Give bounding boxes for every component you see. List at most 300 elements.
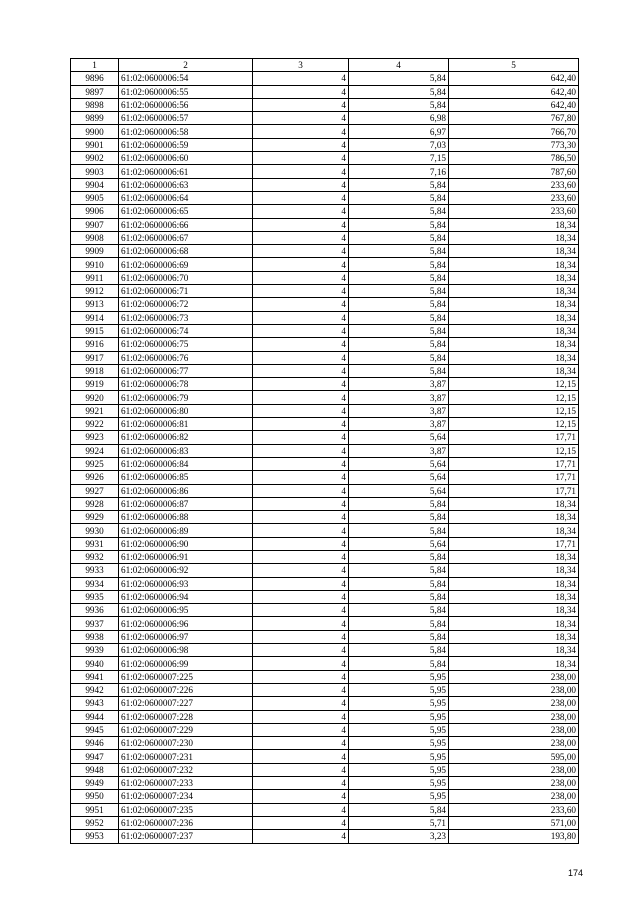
table-row: [71, 98, 579, 111]
column-header: 3: [253, 59, 349, 72]
row-index-cell: 9946: [71, 737, 119, 750]
table-row: [71, 431, 579, 444]
code-cell: 4: [253, 710, 349, 723]
table-row: [71, 524, 579, 537]
row-index-cell: 9897: [71, 85, 119, 98]
row-index-cell: 9948: [71, 763, 119, 776]
row-index-cell: 9926: [71, 471, 119, 484]
code-cell: 4: [253, 324, 349, 337]
cadastral-number-cell: 61:02:0600006:92: [119, 564, 253, 577]
row-index-cell: 9909: [71, 245, 119, 258]
row-index-cell: 9903: [71, 165, 119, 178]
table-row: [71, 444, 579, 457]
row-index-cell: 9910: [71, 258, 119, 271]
table-row: [71, 125, 579, 138]
rate-cell: 5,84: [349, 218, 449, 231]
table-row: [71, 497, 579, 510]
row-index-cell: 9930: [71, 524, 119, 537]
rate-cell: 5,95: [349, 777, 449, 790]
code-cell: 4: [253, 723, 349, 736]
table-row: [71, 285, 579, 298]
code-cell: 4: [253, 191, 349, 204]
cadastral-number-cell: 61:02:0600006:77: [119, 364, 253, 377]
rate-cell: 5,95: [349, 697, 449, 710]
amount-cell: 17,71: [449, 457, 579, 470]
table-row: [71, 404, 579, 417]
amount-cell: 18,34: [449, 298, 579, 311]
row-index-cell: 9912: [71, 285, 119, 298]
row-index-cell: 9905: [71, 191, 119, 204]
amount-cell: 238,00: [449, 683, 579, 696]
code-cell: 4: [253, 683, 349, 696]
table-row: [71, 138, 579, 151]
code-cell: 4: [253, 125, 349, 138]
table-row: [71, 311, 579, 324]
amount-cell: 18,34: [449, 271, 579, 284]
amount-cell: 238,00: [449, 723, 579, 736]
cadastral-number-cell: 61:02:0600007:236: [119, 816, 253, 829]
code-cell: 4: [253, 657, 349, 670]
table-row: [71, 670, 579, 683]
code-cell: 4: [253, 803, 349, 816]
cadastral-number-cell: 61:02:0600006:54: [119, 72, 253, 85]
amount-cell: 17,71: [449, 471, 579, 484]
rate-cell: 6,98: [349, 112, 449, 125]
code-cell: 4: [253, 418, 349, 431]
cadastral-number-cell: 61:02:0600006:80: [119, 404, 253, 417]
cadastral-number-cell: 61:02:0600007:226: [119, 683, 253, 696]
amount-cell: 12,15: [449, 378, 579, 391]
row-index-cell: 9896: [71, 72, 119, 85]
amount-cell: 766,70: [449, 125, 579, 138]
rate-cell: 5,84: [349, 178, 449, 191]
code-cell: 4: [253, 617, 349, 630]
amount-cell: 238,00: [449, 737, 579, 750]
table-body: [71, 59, 579, 844]
cadastral-number-cell: 61:02:0600006:85: [119, 471, 253, 484]
code-cell: 4: [253, 112, 349, 125]
code-cell: 4: [253, 524, 349, 537]
amount-cell: 18,34: [449, 524, 579, 537]
amount-cell: 18,34: [449, 577, 579, 590]
rate-cell: 5,84: [349, 285, 449, 298]
table-row: [71, 590, 579, 603]
row-index-cell: 9933: [71, 564, 119, 577]
cadastral-number-cell: 61:02:0600007:227: [119, 697, 253, 710]
rate-cell: 5,84: [349, 364, 449, 377]
cadastral-number-cell: 61:02:0600006:64: [119, 191, 253, 204]
table-row: [71, 298, 579, 311]
amount-cell: 238,00: [449, 670, 579, 683]
column-header: 1: [71, 59, 119, 72]
table-row: [71, 683, 579, 696]
cadastral-number-cell: 61:02:0600006:86: [119, 484, 253, 497]
code-cell: 4: [253, 457, 349, 470]
code-cell: 4: [253, 258, 349, 271]
table-row: [71, 457, 579, 470]
code-cell: 4: [253, 444, 349, 457]
rate-cell: 5,84: [349, 245, 449, 258]
table-row: [71, 324, 579, 337]
code-cell: 4: [253, 497, 349, 510]
code-cell: 4: [253, 271, 349, 284]
table-row: [71, 191, 579, 204]
amount-cell: 17,71: [449, 431, 579, 444]
rate-cell: 5,95: [349, 683, 449, 696]
rate-cell: 5,84: [349, 338, 449, 351]
amount-cell: 193,80: [449, 830, 579, 843]
table-row: [71, 351, 579, 364]
row-index-cell: 9941: [71, 670, 119, 683]
column-header: 2: [119, 59, 253, 72]
cadastral-number-cell: 61:02:0600007:228: [119, 710, 253, 723]
code-cell: 4: [253, 218, 349, 231]
amount-cell: 18,34: [449, 311, 579, 324]
amount-cell: 238,00: [449, 697, 579, 710]
rate-cell: 5,64: [349, 471, 449, 484]
code-cell: 4: [253, 311, 349, 324]
code-cell: 4: [253, 630, 349, 643]
amount-cell: 18,34: [449, 564, 579, 577]
table-row: [71, 258, 579, 271]
table-row: [71, 378, 579, 391]
cadastral-number-cell: 61:02:0600006:90: [119, 537, 253, 550]
row-index-cell: 9916: [71, 338, 119, 351]
amount-cell: 12,15: [449, 418, 579, 431]
table-row: [71, 484, 579, 497]
rate-cell: 5,84: [349, 577, 449, 590]
row-index-cell: 9932: [71, 550, 119, 563]
amount-cell: 595,00: [449, 750, 579, 763]
code-cell: 4: [253, 378, 349, 391]
rate-cell: 5,84: [349, 298, 449, 311]
row-index-cell: 9918: [71, 364, 119, 377]
table-row: [71, 790, 579, 803]
amount-cell: 18,34: [449, 511, 579, 524]
row-index-cell: 9929: [71, 511, 119, 524]
table-row: [71, 537, 579, 550]
rate-cell: 5,95: [349, 790, 449, 803]
cadastral-number-cell: 61:02:0600006:84: [119, 457, 253, 470]
code-cell: 4: [253, 777, 349, 790]
row-index-cell: 9950: [71, 790, 119, 803]
rate-cell: 5,84: [349, 657, 449, 670]
code-cell: 4: [253, 670, 349, 683]
amount-cell: 18,34: [449, 258, 579, 271]
table-row: [71, 777, 579, 790]
cadastral-number-cell: 61:02:0600006:72: [119, 298, 253, 311]
cadastral-number-cell: 61:02:0600007:234: [119, 790, 253, 803]
column-header: 5: [449, 59, 579, 72]
code-cell: 4: [253, 98, 349, 111]
code-cell: 4: [253, 245, 349, 258]
rate-cell: 5,95: [349, 710, 449, 723]
row-index-cell: 9940: [71, 657, 119, 670]
rate-cell: 5,71: [349, 816, 449, 829]
table-row: [71, 750, 579, 763]
table-header-row: [71, 59, 579, 72]
code-cell: 4: [253, 737, 349, 750]
cadastral-number-cell: 61:02:0600006:69: [119, 258, 253, 271]
cadastral-number-cell: 61:02:0600006:61: [119, 165, 253, 178]
amount-cell: 18,34: [449, 604, 579, 617]
cadastral-number-cell: 61:02:0600006:67: [119, 231, 253, 244]
cadastral-number-cell: 61:02:0600007:235: [119, 803, 253, 816]
row-index-cell: 9945: [71, 723, 119, 736]
amount-cell: 18,34: [449, 630, 579, 643]
row-index-cell: 9915: [71, 324, 119, 337]
rate-cell: 5,84: [349, 72, 449, 85]
row-index-cell: 9942: [71, 683, 119, 696]
cadastral-number-cell: 61:02:0600006:73: [119, 311, 253, 324]
table-row: [71, 338, 579, 351]
row-index-cell: 9931: [71, 537, 119, 550]
row-index-cell: 9901: [71, 138, 119, 151]
rate-cell: 5,95: [349, 763, 449, 776]
amount-cell: 642,40: [449, 72, 579, 85]
table-row: [71, 511, 579, 524]
code-cell: 4: [253, 178, 349, 191]
code-cell: 4: [253, 364, 349, 377]
cadastral-number-cell: 61:02:0600006:93: [119, 577, 253, 590]
amount-cell: 773,30: [449, 138, 579, 151]
table-row: [71, 364, 579, 377]
table-row: [71, 72, 579, 85]
row-index-cell: 9908: [71, 231, 119, 244]
rate-cell: 5,84: [349, 271, 449, 284]
rate-cell: 5,95: [349, 670, 449, 683]
row-index-cell: 9922: [71, 418, 119, 431]
cadastral-number-cell: 61:02:0600006:82: [119, 431, 253, 444]
amount-cell: 233,60: [449, 178, 579, 191]
rate-cell: 3,87: [349, 378, 449, 391]
row-index-cell: 9900: [71, 125, 119, 138]
cadastral-number-cell: 61:02:0600006:56: [119, 98, 253, 111]
amount-cell: 18,34: [449, 218, 579, 231]
page-number: 174: [567, 868, 583, 878]
row-index-cell: 9934: [71, 577, 119, 590]
row-index-cell: 9902: [71, 152, 119, 165]
code-cell: 4: [253, 604, 349, 617]
code-cell: 4: [253, 590, 349, 603]
rate-cell: 7,16: [349, 165, 449, 178]
cadastral-number-cell: 61:02:0600007:233: [119, 777, 253, 790]
amount-cell: 18,34: [449, 497, 579, 510]
cadastral-number-cell: 61:02:0600006:71: [119, 285, 253, 298]
table-row: [71, 231, 579, 244]
row-index-cell: 9938: [71, 630, 119, 643]
table-row: [71, 471, 579, 484]
cadastral-number-cell: 61:02:0600006:91: [119, 550, 253, 563]
amount-cell: 238,00: [449, 777, 579, 790]
table-row: [71, 418, 579, 431]
cadastral-number-cell: 61:02:0600006:75: [119, 338, 253, 351]
amount-cell: 233,60: [449, 191, 579, 204]
amount-cell: 767,80: [449, 112, 579, 125]
rate-cell: 6,97: [349, 125, 449, 138]
rate-cell: 3,87: [349, 444, 449, 457]
rate-cell: 5,84: [349, 617, 449, 630]
code-cell: 4: [253, 564, 349, 577]
code-cell: 4: [253, 404, 349, 417]
table-row: [71, 577, 579, 590]
row-index-cell: 9919: [71, 378, 119, 391]
row-index-cell: 9937: [71, 617, 119, 630]
code-cell: 4: [253, 537, 349, 550]
rate-cell: 5,84: [349, 590, 449, 603]
code-cell: 4: [253, 790, 349, 803]
cadastral-number-cell: 61:02:0600006:79: [119, 391, 253, 404]
code-cell: 4: [253, 644, 349, 657]
code-cell: 4: [253, 830, 349, 843]
cadastral-number-cell: 61:02:0600006:94: [119, 590, 253, 603]
table-row: [71, 816, 579, 829]
rate-cell: 5,84: [349, 85, 449, 98]
rate-cell: 5,84: [349, 311, 449, 324]
table-row: [71, 391, 579, 404]
cadastral-number-cell: 61:02:0600006:96: [119, 617, 253, 630]
amount-cell: 18,34: [449, 657, 579, 670]
amount-cell: 233,60: [449, 803, 579, 816]
cadastral-number-cell: 61:02:0600006:89: [119, 524, 253, 537]
row-index-cell: 9949: [71, 777, 119, 790]
cadastral-number-cell: 61:02:0600006:83: [119, 444, 253, 457]
code-cell: 4: [253, 431, 349, 444]
code-cell: 4: [253, 577, 349, 590]
table-row: [71, 165, 579, 178]
cadastral-number-cell: 61:02:0600006:55: [119, 85, 253, 98]
row-index-cell: 9923: [71, 431, 119, 444]
row-index-cell: 9907: [71, 218, 119, 231]
code-cell: 4: [253, 391, 349, 404]
table-row: [71, 550, 579, 563]
amount-cell: 18,34: [449, 590, 579, 603]
data-table: [70, 58, 579, 844]
row-index-cell: 9927: [71, 484, 119, 497]
code-cell: 4: [253, 298, 349, 311]
code-cell: 4: [253, 550, 349, 563]
table-row: [71, 710, 579, 723]
rate-cell: 5,84: [349, 351, 449, 364]
code-cell: 4: [253, 750, 349, 763]
rate-cell: 5,64: [349, 431, 449, 444]
code-cell: 4: [253, 511, 349, 524]
cadastral-number-cell: 61:02:0600007:232: [119, 763, 253, 776]
table-row: [71, 830, 579, 843]
row-index-cell: 9906: [71, 205, 119, 218]
row-index-cell: 9921: [71, 404, 119, 417]
row-index-cell: 9898: [71, 98, 119, 111]
cadastral-number-cell: 61:02:0600006:57: [119, 112, 253, 125]
code-cell: 4: [253, 338, 349, 351]
table-row: [71, 803, 579, 816]
amount-cell: 18,34: [449, 644, 579, 657]
row-index-cell: 9952: [71, 816, 119, 829]
rate-cell: 3,23: [349, 830, 449, 843]
cadastral-number-cell: 61:02:0600006:68: [119, 245, 253, 258]
table-row: [71, 763, 579, 776]
amount-cell: 571,00: [449, 816, 579, 829]
row-index-cell: 9953: [71, 830, 119, 843]
amount-cell: 18,34: [449, 617, 579, 630]
table-row: [71, 564, 579, 577]
rate-cell: 5,64: [349, 537, 449, 550]
cadastral-number-cell: 61:02:0600006:99: [119, 657, 253, 670]
table-row: [71, 152, 579, 165]
amount-cell: 786,50: [449, 152, 579, 165]
rate-cell: 3,87: [349, 418, 449, 431]
row-index-cell: 9947: [71, 750, 119, 763]
table-row: [71, 112, 579, 125]
row-index-cell: 9939: [71, 644, 119, 657]
cadastral-number-cell: 61:02:0600006:59: [119, 138, 253, 151]
cadastral-number-cell: 61:02:0600006:88: [119, 511, 253, 524]
cadastral-number-cell: 61:02:0600007:237: [119, 830, 253, 843]
row-index-cell: 9944: [71, 710, 119, 723]
rate-cell: 3,87: [349, 404, 449, 417]
amount-cell: 18,34: [449, 351, 579, 364]
cadastral-number-cell: 61:02:0600006:78: [119, 378, 253, 391]
cadastral-number-cell: 61:02:0600006:81: [119, 418, 253, 431]
row-index-cell: 9920: [71, 391, 119, 404]
rate-cell: 5,84: [349, 191, 449, 204]
rate-cell: 5,95: [349, 723, 449, 736]
amount-cell: 642,40: [449, 85, 579, 98]
amount-cell: 233,60: [449, 205, 579, 218]
row-index-cell: 9914: [71, 311, 119, 324]
cadastral-number-cell: 61:02:0600007:229: [119, 723, 253, 736]
cadastral-number-cell: 61:02:0600006:65: [119, 205, 253, 218]
amount-cell: 18,34: [449, 338, 579, 351]
code-cell: 4: [253, 85, 349, 98]
amount-cell: 17,71: [449, 537, 579, 550]
rate-cell: 5,84: [349, 511, 449, 524]
row-index-cell: 9904: [71, 178, 119, 191]
rate-cell: 5,84: [349, 98, 449, 111]
cadastral-number-cell: 61:02:0600006:60: [119, 152, 253, 165]
rate-cell: 3,87: [349, 391, 449, 404]
amount-cell: 17,71: [449, 484, 579, 497]
cadastral-number-cell: 61:02:0600007:225: [119, 670, 253, 683]
cadastral-number-cell: 61:02:0600006:87: [119, 497, 253, 510]
table-row: [71, 205, 579, 218]
code-cell: 4: [253, 471, 349, 484]
row-index-cell: 9943: [71, 697, 119, 710]
row-index-cell: 9911: [71, 271, 119, 284]
row-index-cell: 9917: [71, 351, 119, 364]
code-cell: 4: [253, 351, 349, 364]
table-row: [71, 245, 579, 258]
amount-cell: 12,15: [449, 391, 579, 404]
cadastral-number-cell: 61:02:0600007:231: [119, 750, 253, 763]
code-cell: 4: [253, 484, 349, 497]
rate-cell: 5,95: [349, 750, 449, 763]
rate-cell: 7,03: [349, 138, 449, 151]
rate-cell: 5,84: [349, 205, 449, 218]
amount-cell: 787,60: [449, 165, 579, 178]
table-row: [71, 178, 579, 191]
cadastral-number-cell: 61:02:0600006:95: [119, 604, 253, 617]
row-index-cell: 9913: [71, 298, 119, 311]
rate-cell: 5,84: [349, 497, 449, 510]
rate-cell: 5,84: [349, 630, 449, 643]
table-row: [71, 630, 579, 643]
code-cell: 4: [253, 152, 349, 165]
cadastral-number-cell: 61:02:0600006:66: [119, 218, 253, 231]
table-row: [71, 604, 579, 617]
row-index-cell: 9899: [71, 112, 119, 125]
code-cell: 4: [253, 72, 349, 85]
